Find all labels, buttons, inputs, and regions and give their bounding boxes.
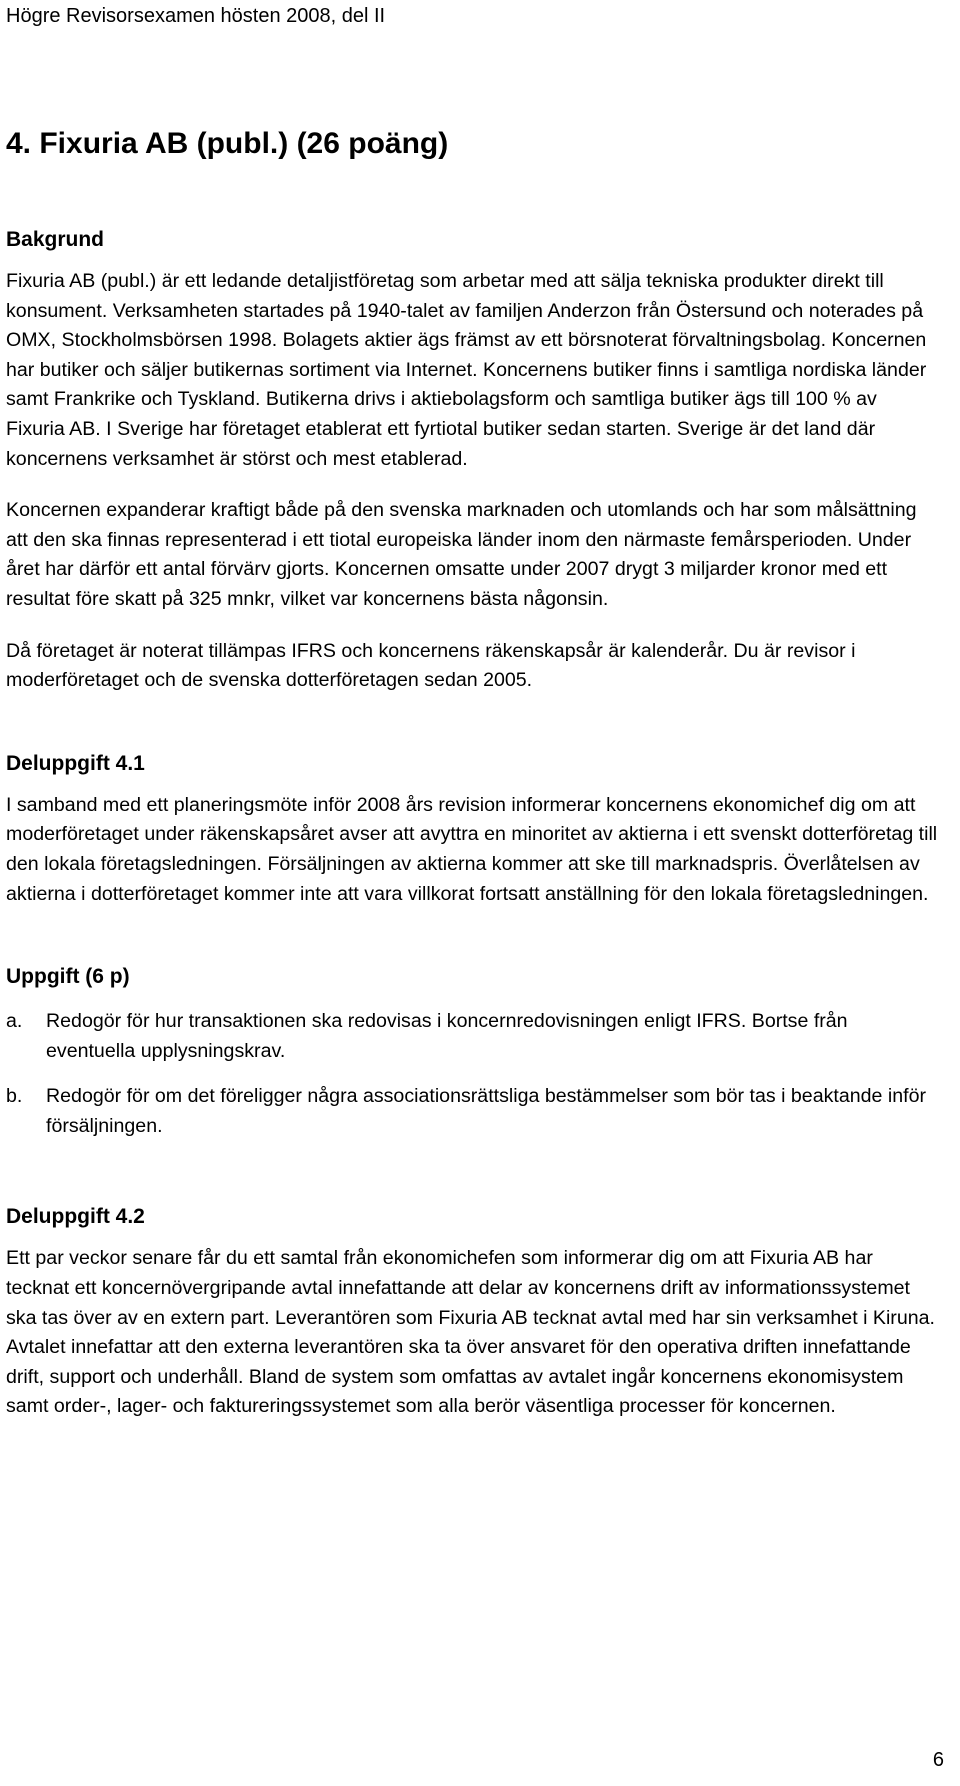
section-title: 4. Fixuria AB (publ.) (26 poäng) [6,127,449,160]
assignment-item-b [6,1082,938,1141]
assignment-item-text: Redogör för hur transaktionen ska redovisas i koncernredovisningen enligt IFRS. Bortse från eventuella upplysningskrav. [46,1010,848,1062]
assignment-item-letter: b. [6,1085,23,1108]
page-content [6,126,938,1422]
page-number: 6 [932,1749,944,1771]
background-paragraph-3: Då företaget är noterat tillämpas IFRS och koncernens räkenskapsår är kalenderår. Du är revisor i moderföretaget och de svenska dotterföretagen sedan 2005. [6,639,856,692]
background-paragraph-2: Koncernen expanderar kraftigt både på den svenska marknaden och utomlands och har som målsättning att den ska finnas representerad i ett tiotal europeiska länder inom den närmaste femårsperioden. Under året har därför ett antal förvärv gjorts. Koncernen omsatte under 2007 drygt 3 miljarder kronor med ett resultat före skatt på 325 mnkr, vilket var koncernens bästa någonsin. [6,499,917,610]
subtask-2-heading: Deluppgift 4.2 [6,1205,145,1229]
assignment-item-letter: a. [6,1010,23,1033]
running-header: Högre Revisorsexamen hösten 2008, del II [6,5,386,27]
subtask-1-heading: Deluppgift 4.1 [6,751,145,775]
assignment-heading: Uppgift (6 p) [6,965,130,989]
assignment-item-a [6,1007,938,1066]
assignment-list [6,1007,938,1141]
background-paragraph-1: Fixuria AB (publ.) är ett ledande detaljistföretag som arbetar med att sälja tekniska produkter direkt till konsument. Verksamheten startades på 1940-talet av familjen Anderzon från Östersund och noterades på OMX, Stockholmsbörsen 1998. Bolagets aktier ägs främst av ett börsnoterat förvaltningsbolag. Koncernen har butiker och säljer butikernas sortiment via Internet. Koncernens butiker finns i samtliga nordiska länder samt Frankrike och Tyskland. Butikerna drivs i aktiebolagsform och samtliga butiker ägs till 100 % av Fixuria AB. I Sverige har företaget etablerat ett fyrtiotal butiker sedan starten. Sverige är det land där koncernens verksamhet är störst och mest etablerad. [6,270,927,470]
subtask-2-paragraph: Ett par veckor senare får du ett samtal från ekonomichefen som informerar dig om att Fixuria AB har tecknat ett koncernövergripande avtal innefattande att delar av koncernens drift av informationssystemet ska tas över av en extern part. Leverantören som Fixuria AB tecknat avtal med har sin verksamhet i Kiruna. Avtalet innefattar att den externa leverantören ska ta över ansvaret för den operativa driften innefattande drift, support och underhåll. Bland de system som omfattas av avtalet ingår koncernens ekonomisystem samt order-, lager- och faktureringssystemet som alla berör väsentliga processer för koncernen. [6,1247,935,1418]
subtask-1-paragraph: I samband med ett planeringsmöte inför 2008 års revision informerar koncernens ekonomichef dig om att moderföretaget under räkenskapsåret avser att avyttra en minoritet av aktierna i ett svenskt dotterföretag till den lokala företagsledningen. Försäljningen av aktierna kommer att ske till marknadspris. Överlåtelsen av aktierna i dotterföretaget kommer inte att vara villkorat fortsatt anställning för den lokala företagsledningen. [6,793,938,905]
assignment-item-text: Redogör för om det föreligger några associationsrättsliga bestämmelser som bör tas i beaktande inför försäljningen. [46,1085,926,1137]
background-heading: Bakgrund [6,228,105,251]
